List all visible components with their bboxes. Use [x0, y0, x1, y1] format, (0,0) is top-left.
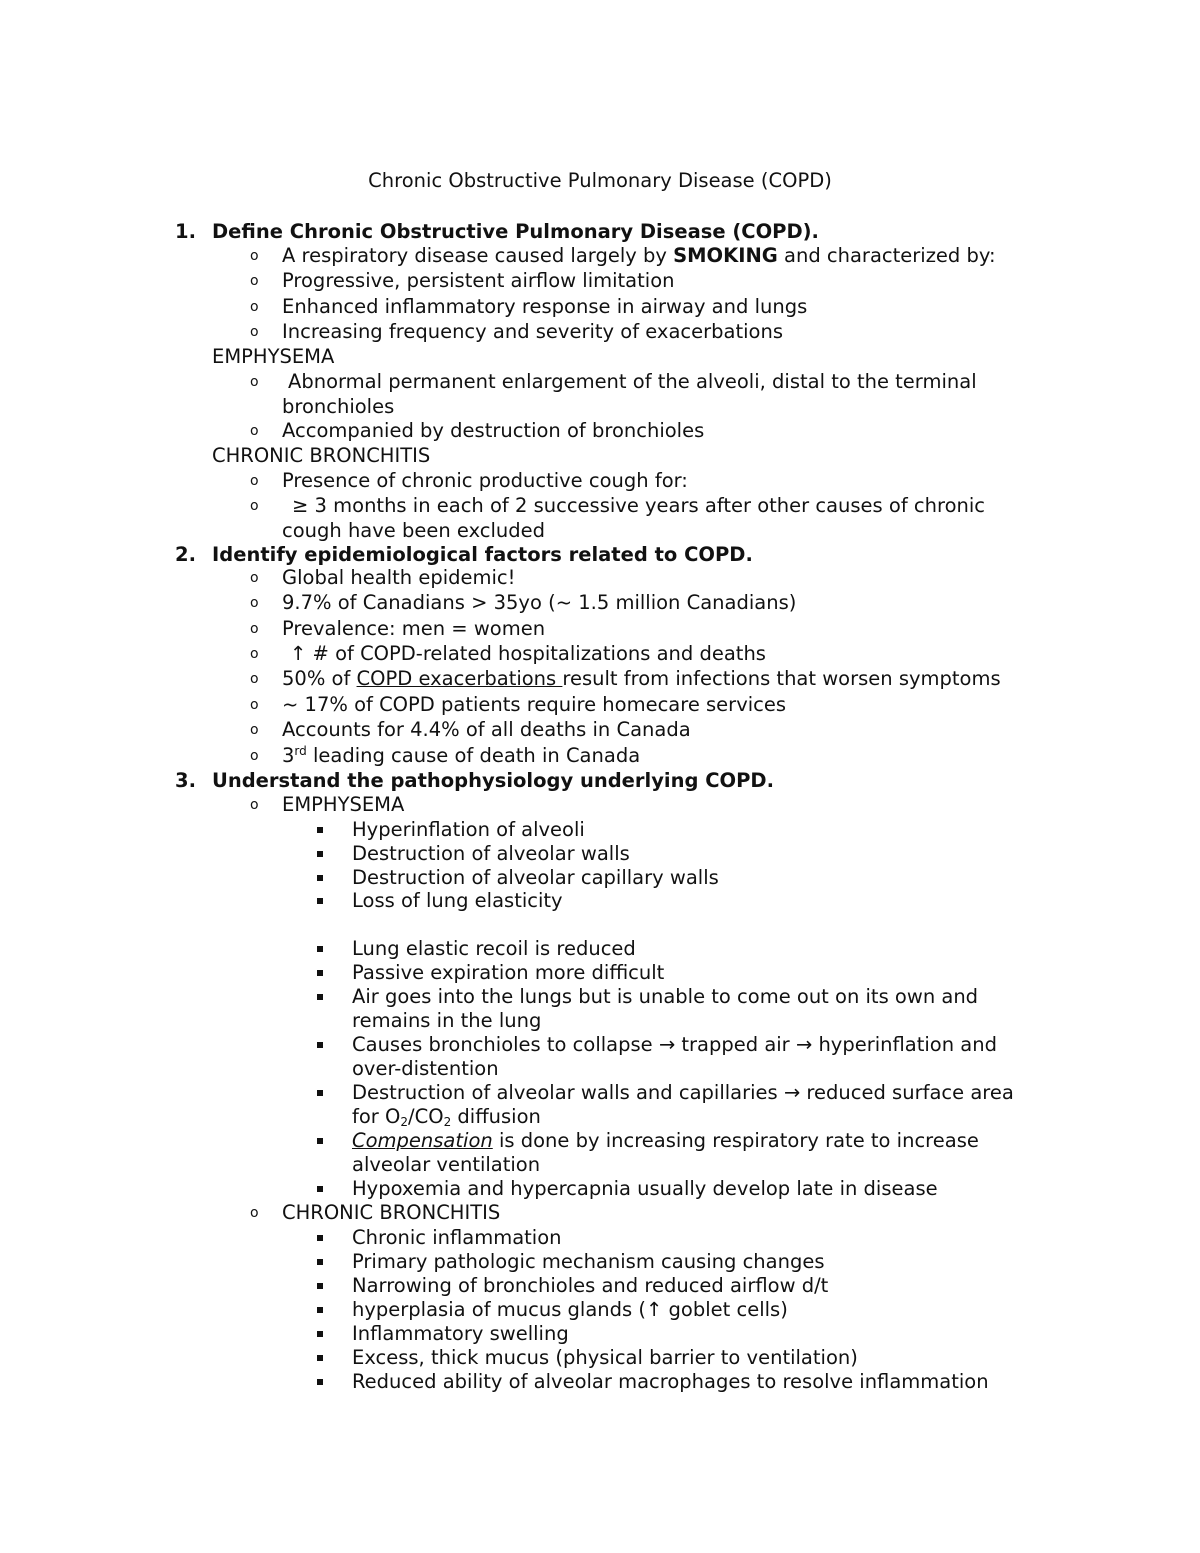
document-page: Chronic Obstructive Pulmonary Disease (COPD) 1. Define Chronic Obstructive Pulmonary Disease (COPD). o A respiratory disease caused largely by SMOKING and characterized by: o Progressive, persistent airflow limitation o Enhanced inflammatory response in airway and lungs o Increasing frequency and severity of exacerbations EMPHYSEMA o Abnormal permanent enlargement of the alveoli, distal to the terminal bronchioles o Accompanied by destruction of bronchioles CHRONIC BRONCHITIS o Presence of chronic productive cough for: o ≥ 3 months in each of 2 successive years after other causes of chronic cough have been excluded 2. Identify epidemiological factors related to COPD. o Global health epidemic! o 9.7% of Canadians > 35yo (~ 1.5 million Canadians) o Prevalence: men = women o ↑ # of COPD-related hospitalizations and deaths o 50% of COPD exacerbations result from infections that worsen symptoms o ~ 17% of COPD patients require homecare services o Accounts for 4.4% of all deaths in Canada o 3rd leading cause of death in Canada 3. Understand the pathophysiology underlying COPD. o EMPHYSEMA Hyperinflation of alveoli Destruction of alveolar walls Destruction of alveolar capillary walls Loss of lung elasticity Lung elastic recoil is reduced Passive expiration more difficult Air goes into the lungs but is unable to come out on its own and remains in the lung Causes bronchioles to collapse → trapped air → hyperinflation and over-distention Destruction of alveolar walls and capillaries → reduced surface area for $O_2/CO_2$ diffusion Compensation is done by increasing respiratory rate to increase alveolar ventilation Hypoxemia and hypercapnia usually develop late in disease o CHRONIC BRONCHITIS Chronic inflammation Primary pathologic mechanism causing changes Narrowing of bronchioles and reduced airflow d/t hyperplasia of mucus glands (↑ goblet cells) Inflammatory swelling Excess, thick mucus (physical barrier to ventilation) Reduced ability of alveolar macrophages to resolve inflammation — [0, 0, 1200, 1553]
document-title: Chronic Obstructive Pulmonary Disease (COPD) — [368, 169, 832, 192]
square-bullet-icon — [317, 898, 323, 904]
bullet-o-icon: o — [250, 299, 259, 315]
bullet-o-icon: o — [250, 570, 259, 586]
bullet-o-icon: o — [250, 646, 259, 662]
bullet-o-icon: o — [250, 697, 259, 713]
square-bullet-icon — [317, 1186, 323, 1192]
section-number: 2. — [175, 543, 196, 566]
smoking-emphasis: SMOKING — [673, 244, 778, 267]
bullet-o-icon: o — [250, 248, 259, 264]
square-bullet-icon — [317, 1307, 323, 1313]
bullet-o-icon: o — [250, 748, 259, 764]
section-number: 3. — [175, 769, 196, 792]
bullet-o-icon: o — [250, 1205, 259, 1221]
bullet-o-icon: o — [250, 473, 259, 489]
section-heading: Understand the pathophysiology underlying COPD. — [212, 769, 774, 792]
square-bullet-icon — [317, 946, 323, 952]
bullet-o-icon: o — [250, 595, 259, 611]
square-bullet-icon — [317, 827, 323, 833]
square-bullet-icon — [317, 1379, 323, 1385]
bullet-o-icon: o — [250, 324, 259, 340]
section-heading: Define Chronic Obstructive Pulmonary Disease (COPD). — [212, 220, 819, 243]
square-bullet-icon — [317, 1090, 323, 1096]
compensation-emphasis: Compensation — [352, 1129, 493, 1152]
bullet-o-icon: o — [250, 671, 259, 687]
bullet-o-icon: o — [250, 621, 259, 637]
section-number: 1. — [175, 220, 196, 243]
bullet-o-icon: o — [250, 722, 259, 738]
bullet-o-icon: o — [250, 423, 259, 439]
square-bullet-icon — [317, 1235, 323, 1241]
square-bullet-icon — [317, 875, 323, 881]
square-bullet-icon — [317, 851, 323, 857]
bullet-o-icon: o — [250, 273, 259, 289]
bullet-o-icon: o — [250, 374, 259, 390]
square-bullet-icon — [317, 1355, 323, 1361]
square-bullet-icon — [317, 970, 323, 976]
square-bullet-icon — [317, 1331, 323, 1337]
square-bullet-icon — [317, 1283, 323, 1289]
square-bullet-icon — [317, 1042, 323, 1048]
bullet-o-icon: o — [250, 797, 259, 813]
bullet-o-icon: o — [250, 498, 259, 514]
square-bullet-icon — [317, 1138, 323, 1144]
square-bullet-icon — [317, 994, 323, 1000]
square-bullet-icon — [317, 1259, 323, 1265]
copd-exacerbations-underlined: COPD exacerbations — [356, 667, 563, 690]
section-heading: Identify epidemiological factors related to COPD. — [212, 543, 753, 566]
